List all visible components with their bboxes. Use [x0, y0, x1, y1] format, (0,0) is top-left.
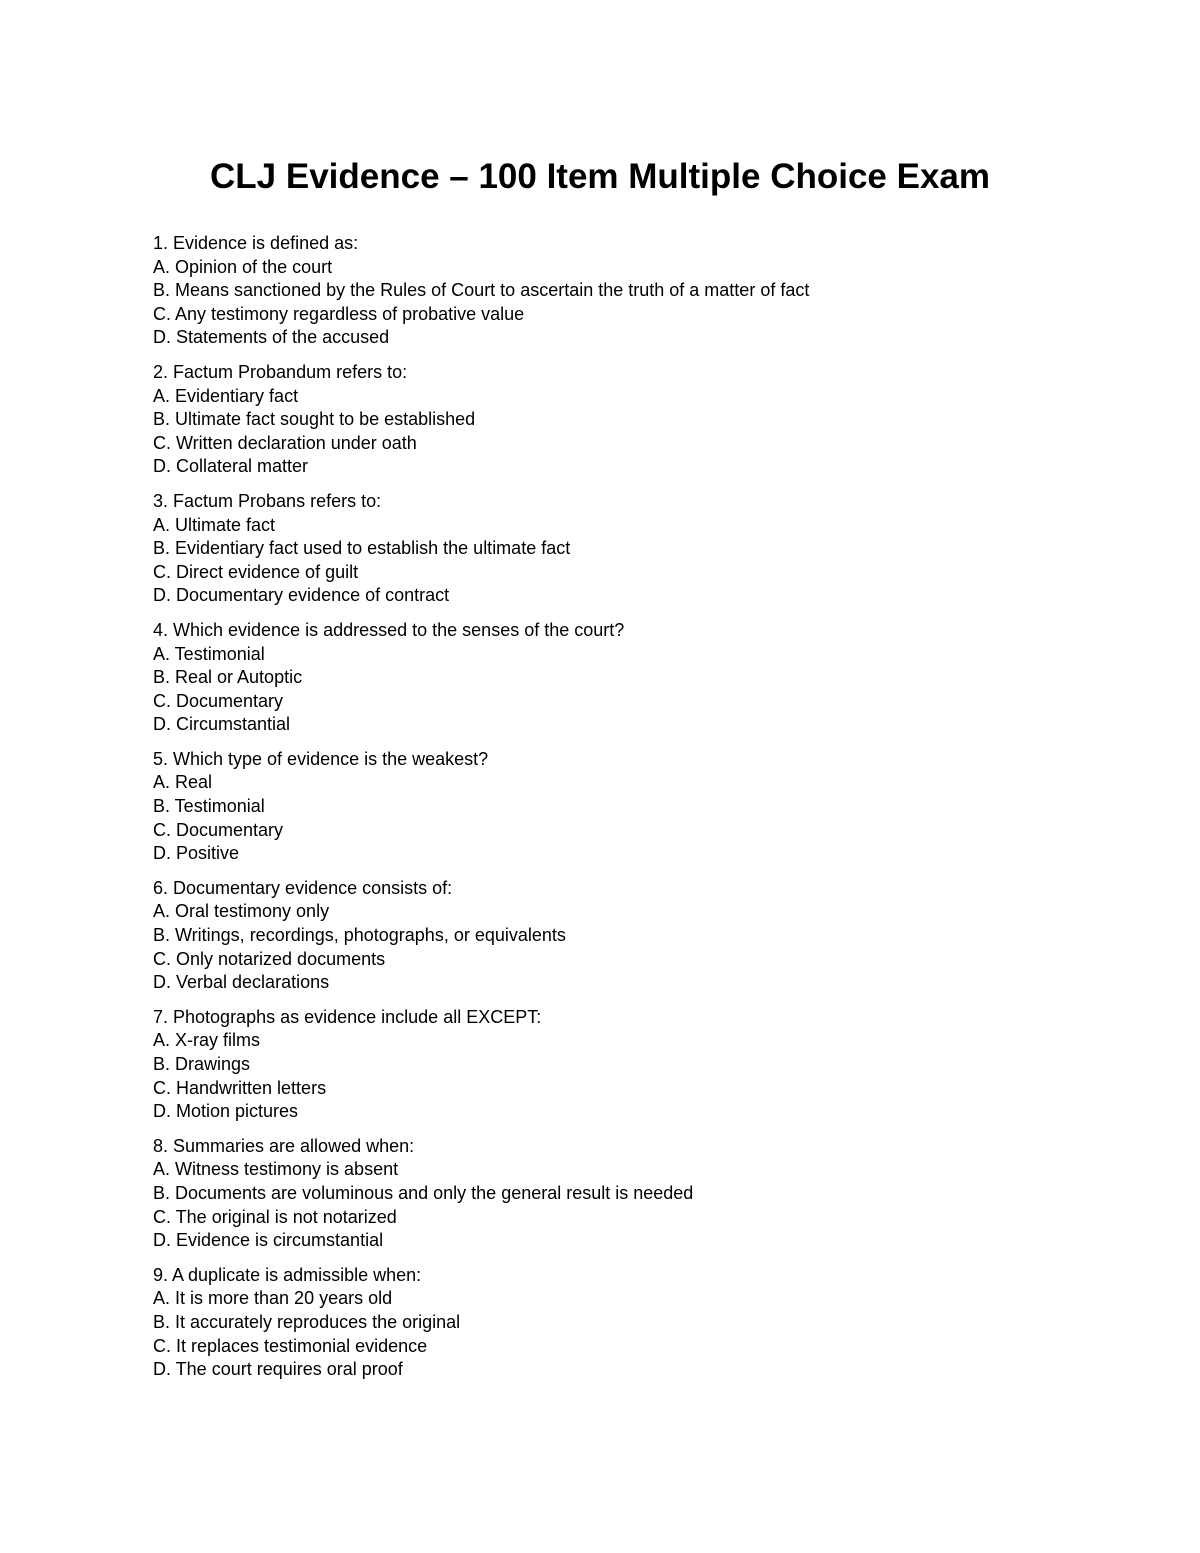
- question-stem: 8. Summaries are allowed when:: [153, 1135, 415, 1156]
- answer-option-c: C. Direct evidence of guilt: [153, 561, 359, 582]
- answer-option-c: C. Any testimony regardless of probative value: [153, 303, 525, 324]
- answer-option-a: A. Testimonial: [153, 643, 265, 664]
- answer-option-c: C. The original is not notarized: [153, 1206, 397, 1227]
- question-stem: 7. Photographs as evidence include all EXCEPT:: [153, 1006, 542, 1027]
- answer-option-a: A. Real: [153, 772, 213, 793]
- answer-option-d: D. Verbal declarations: [153, 972, 330, 993]
- answer-option-b: B. Testimonial: [153, 796, 265, 817]
- answer-option-b: B. Real or Autoptic: [153, 667, 303, 688]
- answer-option-a: A. Opinion of the court: [153, 256, 333, 277]
- answer-option-c: C. It replaces testimonial evidence: [153, 1335, 428, 1356]
- answer-option-d: D. Evidence is circumstantial: [153, 1230, 384, 1251]
- answer-option-a: A. Evidentiary fact: [153, 385, 299, 406]
- question-2: [153, 361, 1093, 479]
- question-stem: 3. Factum Probans refers to:: [153, 490, 382, 511]
- answer-option-c: C. Documentary: [153, 819, 284, 840]
- answer-option-c: C. Handwritten letters: [153, 1077, 327, 1098]
- question-9: [153, 1264, 1093, 1382]
- answer-option-b: B. It accurately reproduces the original: [153, 1311, 461, 1332]
- answer-option-b: B. Ultimate fact sought to be established: [153, 409, 476, 430]
- question-stem: 1. Evidence is defined as:: [153, 233, 359, 253]
- answer-option-d: D. The court requires oral proof: [153, 1359, 403, 1380]
- answer-option-c: C. Documentary: [153, 690, 284, 711]
- question-3: [153, 490, 1093, 608]
- question-8: [153, 1135, 1093, 1253]
- answer-option-b: B. Means sanctioned by the Rules of Court to ascertain the truth of a matter of fact: [153, 280, 810, 301]
- answer-option-b: B. Drawings: [153, 1054, 251, 1074]
- question-4: [153, 619, 1093, 737]
- question-1: [153, 232, 1093, 350]
- question-6: [153, 877, 1093, 995]
- answer-option-c: C. Written declaration under oath: [153, 432, 417, 453]
- question-stem: 2. Factum Probandum refers to:: [153, 361, 408, 382]
- question-list: [153, 232, 1093, 1393]
- answer-option-c: C. Only notarized documents: [153, 948, 386, 969]
- answer-option-b: B. Evidentiary fact used to establish the ultimate fact: [153, 538, 571, 559]
- answer-option-d: D. Documentary evidence of contract: [153, 585, 450, 606]
- answer-option-a: A. Oral testimony only: [153, 901, 330, 922]
- answer-option-d: D. Collateral matter: [153, 456, 309, 477]
- question-7: [153, 1006, 1093, 1124]
- answer-option-a: A. Ultimate fact: [153, 514, 276, 535]
- answer-option-d: D. Statements of the accused: [153, 327, 390, 348]
- answer-option-a: A. Witness testimony is absent: [153, 1159, 399, 1180]
- question-stem: 5. Which type of evidence is the weakest?: [153, 748, 489, 769]
- answer-option-b: B. Writings, recordings, photographs, or equivalents: [153, 925, 566, 946]
- answer-option-a: A. X-ray films: [153, 1030, 261, 1051]
- answer-option-d: D. Motion pictures: [153, 1101, 299, 1122]
- question-stem: 9. A duplicate is admissible when:: [153, 1264, 422, 1285]
- page-title: CLJ Evidence – 100 Item Multiple Choice Exam: [210, 157, 990, 196]
- answer-option-d: D. Positive: [153, 843, 240, 864]
- answer-option-d: D. Circumstantial: [153, 714, 291, 735]
- question-5: [153, 748, 1093, 866]
- question-stem: 6. Documentary evidence consists of:: [153, 877, 453, 898]
- answer-option-b: B. Documents are voluminous and only the general result is needed: [153, 1182, 694, 1203]
- question-stem: 4. Which evidence is addressed to the senses of the court?: [153, 619, 625, 640]
- answer-option-a: A. It is more than 20 years old: [153, 1288, 393, 1309]
